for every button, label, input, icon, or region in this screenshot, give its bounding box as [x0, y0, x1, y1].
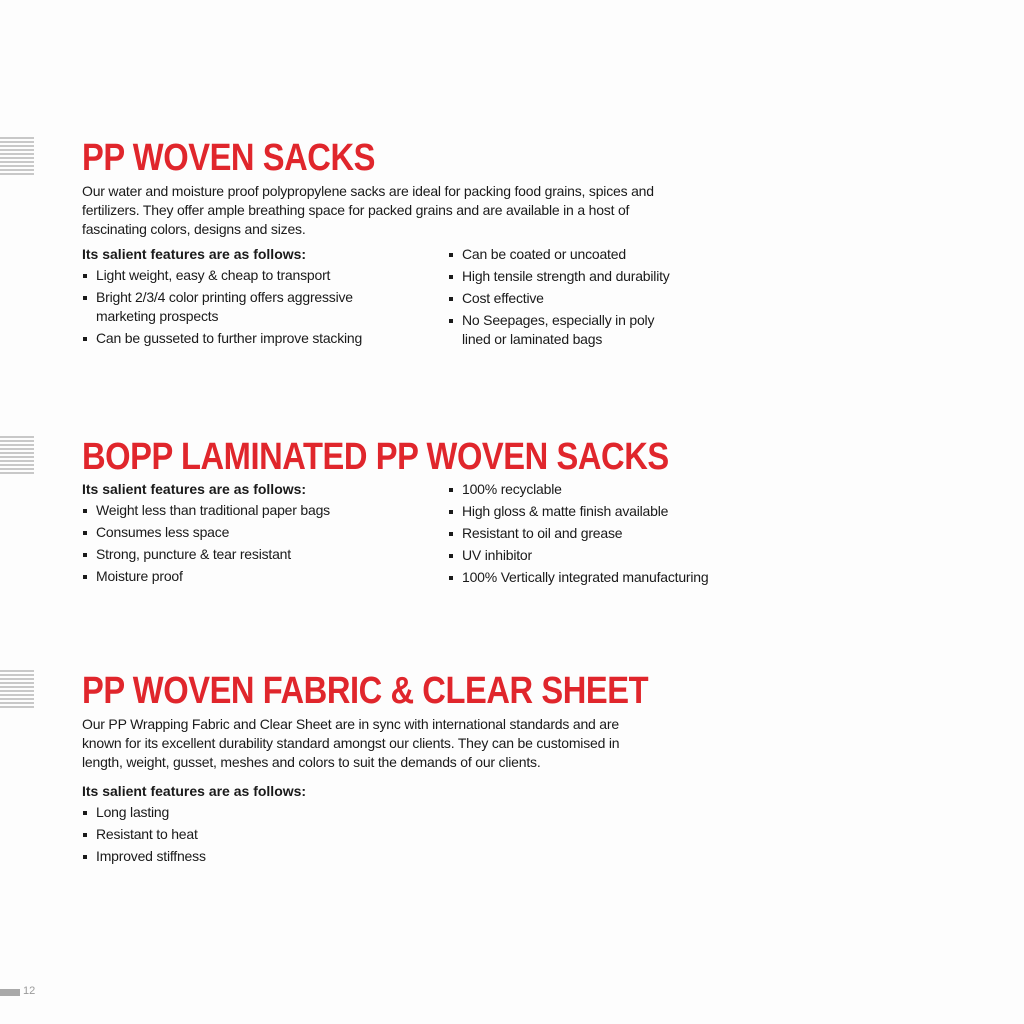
section-heading: BOPP LAMINATED PP WOVEN SACKS	[82, 436, 669, 478]
section-description: Our PP Wrapping Fabric and Clear Sheet are in sync with international standards and are known for its excellent durability standard amongst our clients. They can be customised in length, weight, gusset, meshes and colors to suit the demands of our clients.	[82, 716, 620, 770]
feature-item: Moisture proof	[82, 567, 448, 586]
feature-item: Consumes less space	[82, 523, 448, 542]
section-heading: PP WOVEN SACKS	[82, 137, 376, 179]
features-title: Its salient features are as follows:	[82, 481, 307, 497]
features-list	[448, 480, 768, 587]
feature-item: Strong, puncture & tear resistant	[82, 545, 448, 564]
section-heading: PP WOVEN FABRIC & CLEAR SHEET	[82, 670, 649, 712]
feature-item: Long lasting	[82, 803, 782, 822]
feature-item: Light weight, easy & cheap to transport	[82, 266, 448, 285]
features-list	[82, 266, 448, 348]
feature-item: Can be gusseted to further improve stacking	[82, 329, 448, 348]
features-columns	[82, 244, 782, 352]
features-list	[82, 803, 782, 866]
features-title: Its salient features are as follows:	[82, 246, 307, 262]
features-left-column	[82, 244, 448, 352]
features-list	[448, 245, 768, 349]
feature-item: Resistant to oil and grease	[448, 524, 768, 543]
feature-item: Can be coated or uncoated	[448, 245, 768, 264]
features-block	[82, 781, 782, 866]
section-bopp-laminated-sacks	[82, 437, 782, 590]
features-columns	[82, 479, 782, 590]
feature-item: Improved stiffness	[82, 847, 782, 866]
page-number-bar	[0, 989, 20, 996]
feature-item: Bright 2/3/4 color printing offers aggressive marketing prospects	[82, 288, 396, 326]
features-title: Its salient features are as follows:	[82, 783, 307, 799]
features-left-column	[82, 479, 448, 590]
section-pp-woven-fabric	[82, 671, 782, 869]
features-right-column	[448, 244, 768, 352]
feature-item: Cost effective	[448, 289, 768, 308]
features-right-column	[448, 479, 768, 590]
feature-item: 100% recyclable	[448, 480, 768, 499]
decorative-stripes	[0, 436, 34, 476]
features-list	[82, 501, 448, 586]
section-pp-woven-sacks	[82, 138, 782, 352]
decorative-stripes	[0, 137, 34, 177]
decorative-stripes	[0, 670, 34, 710]
feature-item: 100% Vertically integrated manufacturing	[448, 568, 768, 587]
feature-item: Weight less than traditional paper bags	[82, 501, 448, 520]
section-description: Our water and moisture proof polypropylene sacks are ideal for packing food grains, spices and fertilizers. They offer ample breathing space for packed grains and are available in a host of fascinating colors, designs and sizes.	[82, 183, 654, 237]
feature-item: High gloss & matte finish available	[448, 502, 768, 521]
feature-item: No Seepages, especially in poly lined or laminated bags	[448, 311, 682, 349]
feature-item: UV inhibitor	[448, 546, 768, 565]
page-number: 12	[23, 985, 36, 997]
feature-item: High tensile strength and durability	[448, 267, 768, 286]
feature-item: Resistant to heat	[82, 825, 782, 844]
